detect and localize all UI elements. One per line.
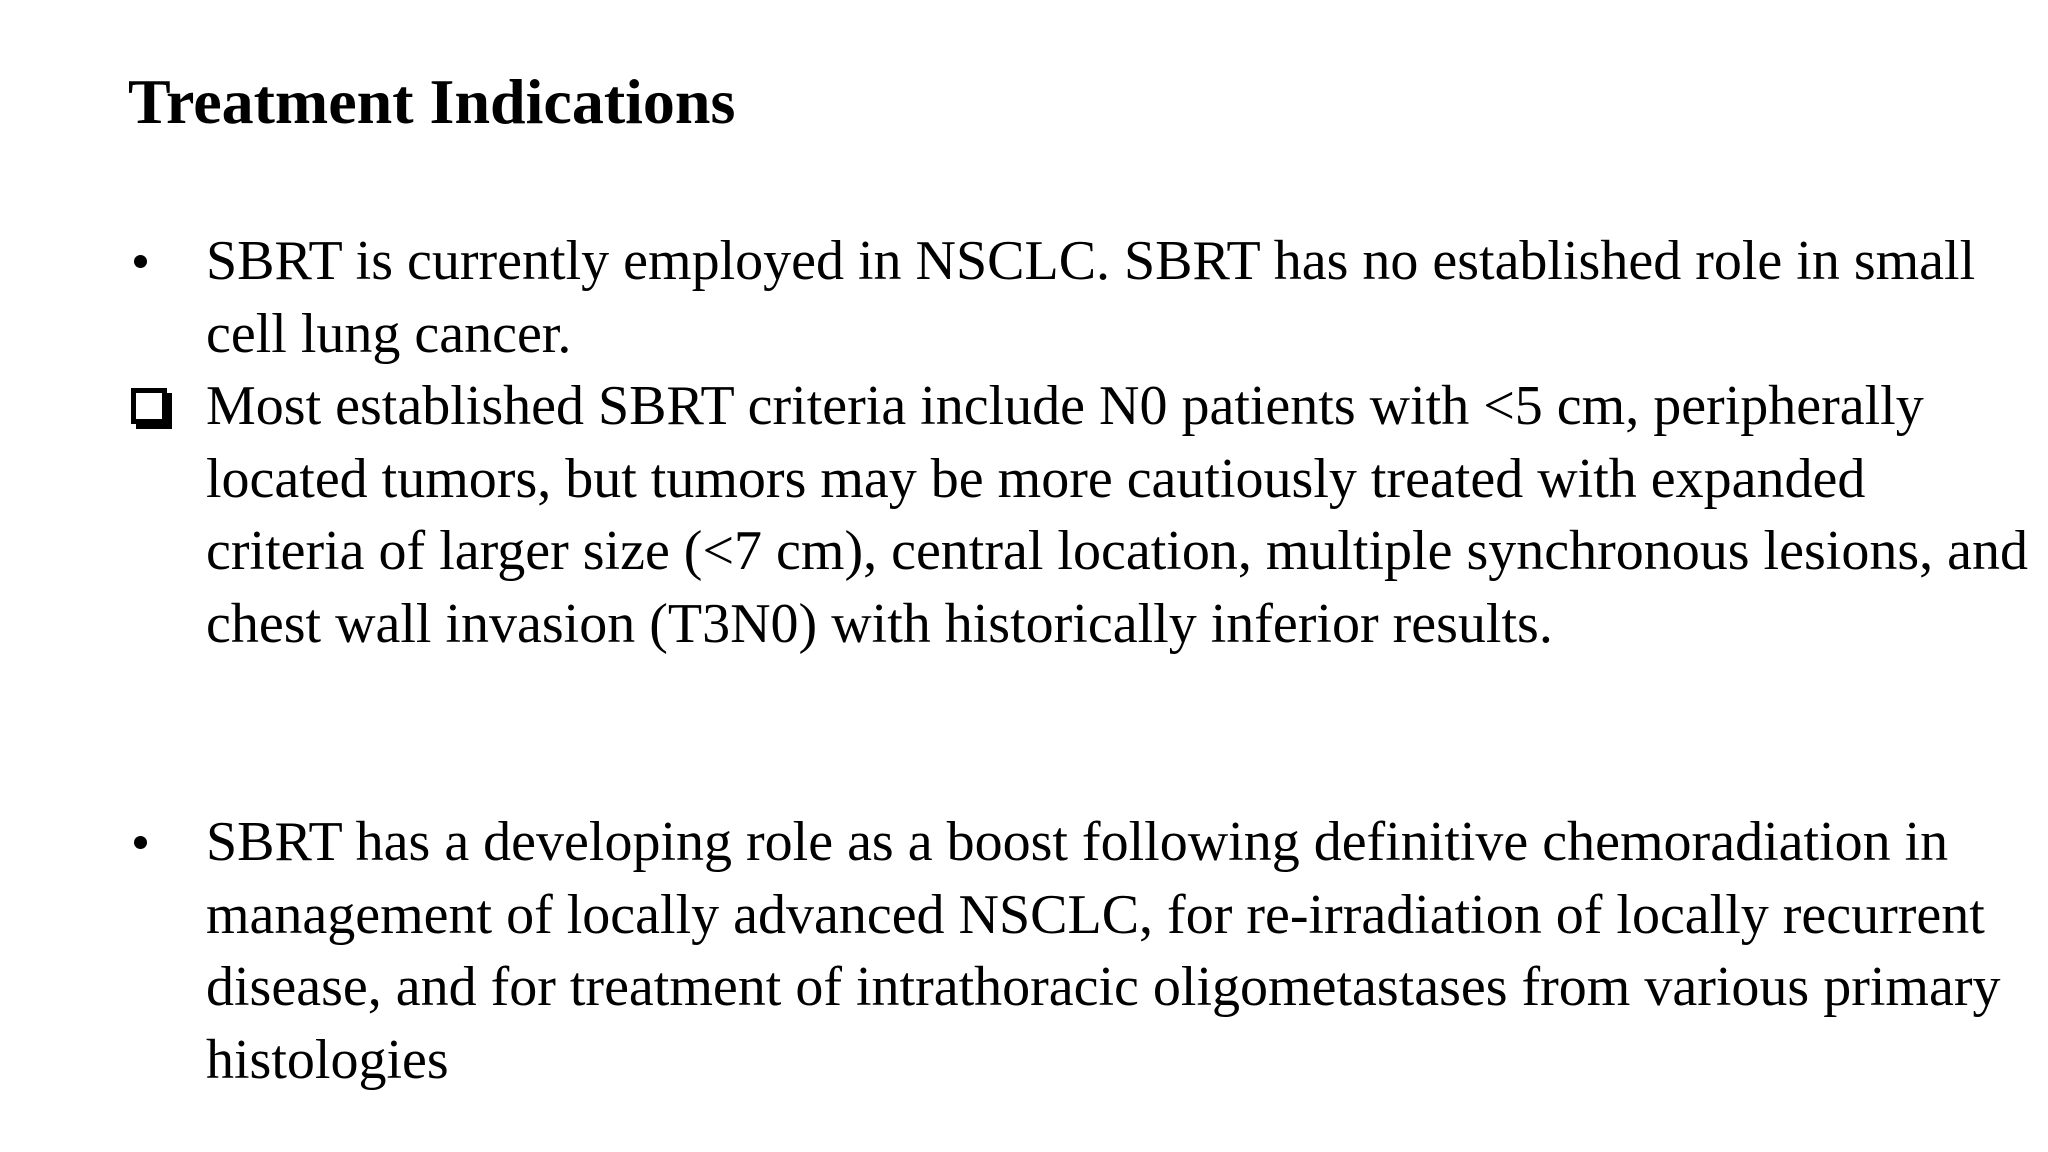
bullet-text: SBRT has a developing role as a boost following definitive chemoradiation in management of locally advanced NSCLC, for re-irradiation of locally recurrent disease, and for treatment of intrathoracic oligometastases from various primary histologies bbox=[206, 811, 2001, 1091]
bullet-item bbox=[206, 225, 2036, 370]
bullet-text: Most established SBRT criteria include N0 patients with <5 cm, peripherally located tumors, but tumors may be more cautiously treated with expanded criteria of larger size (<7 cm), central location, multiple synchronous lesions, and chest wall invasion (T3N0) with historically inferior results. bbox=[206, 375, 2028, 655]
bullet-item bbox=[206, 370, 2036, 660]
bullet-text: SBRT is currently employed in NSCLC. SBRT has no established role in small cell lung cancer. bbox=[206, 230, 1976, 365]
slide-title: Treatment Indications bbox=[128, 66, 736, 137]
bullet-dot-icon bbox=[120, 806, 180, 879]
bullet-item bbox=[206, 806, 2036, 1096]
bullet-dot-icon bbox=[120, 225, 180, 298]
checkbox-square-icon bbox=[131, 370, 191, 443]
